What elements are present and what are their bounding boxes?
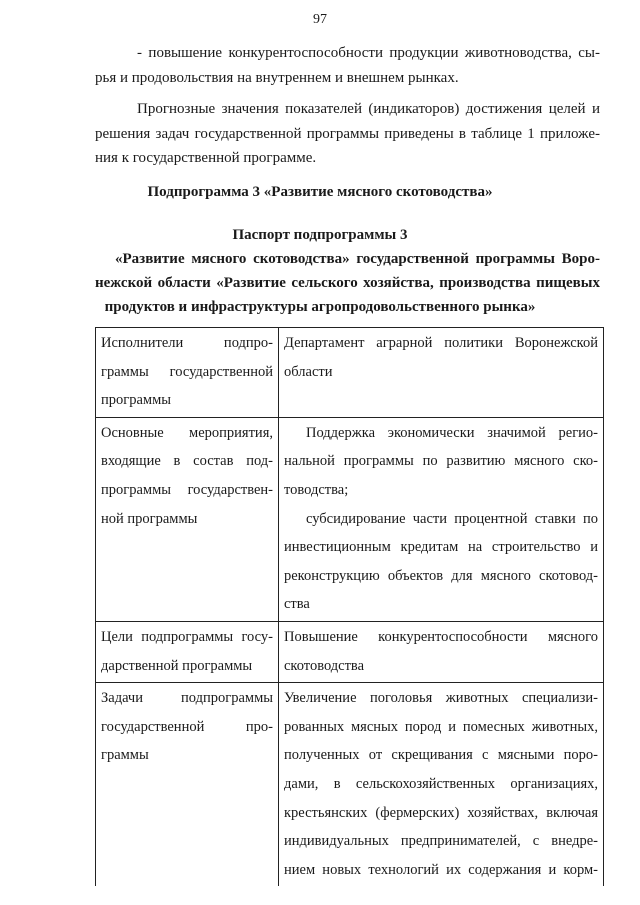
passport-title: Паспорт подпрограммы 3 <box>232 227 408 243</box>
table-row <box>96 683 604 886</box>
intro-line-2: рья и продовольствия на внутреннем и внешнем рынках. <box>95 70 459 86</box>
cell-line: программы <box>101 392 171 409</box>
cell-line: реконструкцию объектов для мясного скотовод- <box>284 567 598 584</box>
cell-line: субсидирование части процентной ставки по <box>306 510 598 527</box>
table-row <box>96 418 604 622</box>
page-number: 97 <box>313 12 327 27</box>
passport-line-4: продуктов и инфраструктуры агропродовольственного рынка» <box>104 299 536 315</box>
row-value-tasks <box>279 683 604 886</box>
cell-line: программы государствен- <box>101 481 273 498</box>
cell-line: государственной про- <box>101 718 273 735</box>
cell-line: ства <box>284 596 310 613</box>
cell-line: крестьянских (фермерских) хозяйствах, включая <box>284 804 598 821</box>
cell-line: ной программы <box>101 510 198 527</box>
row-value-executors <box>279 328 604 418</box>
table-row <box>96 622 604 683</box>
subprogram-title: Подпрограмма 3 «Развитие мясного скотоводства» <box>147 184 493 200</box>
cell-line: товодства; <box>284 481 349 498</box>
intro-line-1: - повышение конкурентоспособности продукции животноводства, сы- <box>137 45 600 61</box>
row-value-activities <box>279 418 604 622</box>
intro-line-5: ния к государственной программе. <box>95 150 317 166</box>
row-label-tasks <box>96 683 279 886</box>
table-row <box>96 328 604 418</box>
passport-line-3: нежской области «Развитие сельского хозяйства, производства пищевых <box>95 275 600 291</box>
cell-line: Департамент аграрной политики Воронежской <box>284 335 598 351</box>
cell-line: нальной программы по развитию мясного ско- <box>284 453 598 470</box>
row-value-goals <box>279 622 604 683</box>
cell-line: Основные мероприятия, <box>101 424 273 441</box>
cell-line: входящие в состав под- <box>101 453 273 470</box>
cell-line: Исполнители подпро- <box>101 335 273 351</box>
cell-line: нием новых технологий их содержания и корм- <box>284 861 598 878</box>
cell-line: Задачи подпрограммы <box>101 690 273 707</box>
cell-line: Поддержка экономически значимой регио- <box>306 424 598 441</box>
cell-line: полученных от скрещивания с мясными поро- <box>284 747 598 764</box>
row-label-activities <box>96 418 279 622</box>
cell-line: дами, в сельскохозяйственных организациях, <box>284 775 598 792</box>
cell-line: Цели подпрограммы госу- <box>101 628 273 645</box>
row-label-goals <box>96 622 279 683</box>
intro-line-3: Прогнозные значения показателей (индикаторов) достижения целей и <box>137 101 600 117</box>
passport-table <box>95 327 604 886</box>
cell-line: Увеличение поголовья животных специализи- <box>284 690 598 707</box>
row-label-executors <box>96 328 279 418</box>
intro-line-4: решения задач государственной программы приведены в таблице 1 приложе- <box>95 126 600 142</box>
cell-line: граммы государственной <box>101 363 273 380</box>
cell-line: граммы <box>101 747 149 764</box>
cell-line: области <box>284 363 333 380</box>
cell-line: дарственной программы <box>101 657 253 674</box>
passport-line-2: «Развитие мясного скотоводства» государственной программы Воро- <box>115 251 600 267</box>
cell-line: рованных мясных пород и помесных животных, <box>284 718 598 735</box>
cell-line: Повышение конкурентоспособности мясного <box>284 628 598 645</box>
cell-line: скотоводства <box>284 657 365 674</box>
cell-line: индивидуальных предпринимателей, с внедре- <box>284 833 598 850</box>
cell-line: инвестиционным кредитам на строительство и <box>284 539 598 556</box>
